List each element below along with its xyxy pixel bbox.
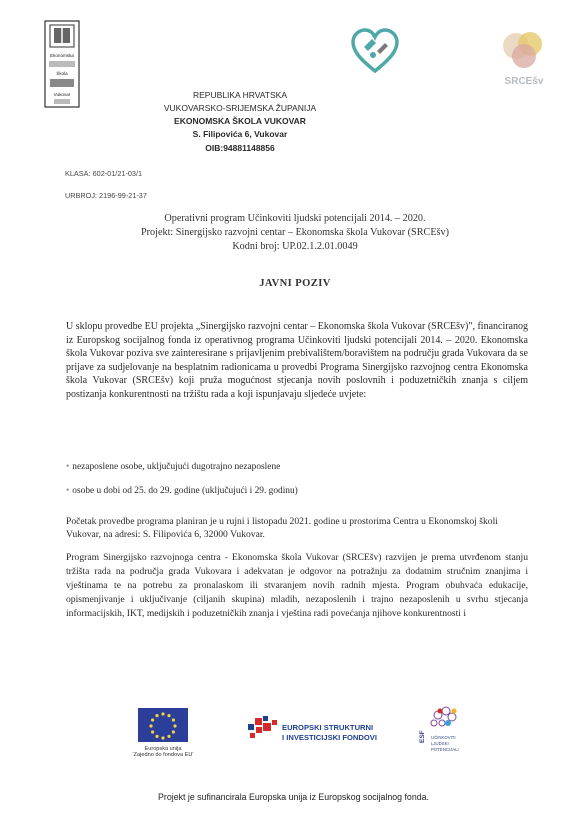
- esif-text-line-1: EUROPSKI STRUKTURNI: [282, 723, 374, 732]
- project-line: Projekt: Sinergijsko razvojni centar – Ekonomska škola Vukovar (SRCEšv): [141, 227, 449, 238]
- start-date-paragraph: Početak provedbe programa planiran je u rujni i listopadu 2021. godine u prostorima Centra u Ekonomskoj školi Vukovar, na adresi: S. Filipovića 6, 32000 Vukovar.: [66, 516, 498, 541]
- funding-note: Projekt je sufinancirala Europska unija iz Europskog socijalnog fonda.: [158, 792, 429, 802]
- intro-paragraph: U sklopu provedbe EU projekta „Sinergijsko razvojni centar – Ekonomska škola Vukovar (SRCEšv)", financiranog iz Europskog socijalnog fonda iz operativnog programa Učinkoviti ljudski potencijali 2014. – 2020. Ekonomska škola Vukovar poziva sve zainteresirane s prijavljenim prebivalištem/boravištem na području grada Vukovara da se prijave za sudjelovanje na besplatnim radionicama u provedbi Programa Sinergijsko razvojnog centra Ekonomska škola Vukovar (SRCEšv) koji pruža mogućnost stjecanja novih poslovnih i poduzetničkih znanja s ciljem postizanja konkurentnosti na tržištu rada a koji ispunjavaju sljedeće uvjete:: [66, 321, 528, 400]
- address-line-county: VUKOVARSKO-SRIJEMSKA ŽUPANIJA: [163, 103, 317, 113]
- esf-text-line-2: LJUDSKI: [431, 741, 449, 746]
- condition-text: nezaposlene osobe, uključujući dugotrajno nezaposlene: [72, 462, 281, 472]
- school-logo: [44, 20, 80, 108]
- condition-item: [66, 486, 298, 496]
- eu-caption-line-2: 'Zajedno do fondova EU': [132, 752, 194, 758]
- eu-caption-line-1: Europska unija: [144, 746, 182, 752]
- esif-logo: [246, 712, 386, 752]
- klasa-number: KLASA: 602-01/21-03/1: [65, 169, 143, 178]
- school-logo-word-1: Ekonomska: [49, 53, 75, 58]
- esif-text-line-2: I INVESTICIJSKI FONDOVI: [282, 733, 377, 742]
- program-description-paragraph: Program Sinergijsko razvojnoga centra - Ekonomska škola Vukovar (SRCEšv) razvijen je prema utvrđenom stanju tržišta rada na područja grada Vukovara i adekvatan je odgovor na potražnju za dodatnim stručnim znanjima i vještinama te na potrebu za pronalaskom ili stvaranjem novih radnih mjesta. Program obuhvaća edukacije, opismenjivanje i uključivanje (ciljanih skupina) mladih, nezaposlenih i trajno nezaposlenih u svrhu stjecanja informacijskih, IKT, medijskih i poduzetničkih znanja i vještina radi povećanja njihove konkurentnosti i: [66, 552, 528, 619]
- eu-caption: [118, 746, 208, 758]
- program-line: Operativni program Učinkoviti ljudski potencijali 2014. – 2020.: [164, 213, 426, 224]
- school-name: EKONOMSKA ŠKOLA VUKOVAR: [174, 116, 306, 126]
- bullet-icon: •: [66, 486, 70, 496]
- eu-flag-logo: [138, 708, 188, 746]
- heart-logo: [350, 27, 400, 75]
- esf-logo: [418, 703, 474, 763]
- school-oib: OIB:94881148856: [205, 143, 275, 153]
- bullet-icon: •: [66, 462, 70, 472]
- school-street: S. Filipovića 6, Vukovar: [192, 129, 288, 139]
- school-logo-word-2: Škola: [56, 71, 68, 76]
- address-line-republic: REPUBLIKA HRVATSKA: [192, 90, 287, 100]
- condition-text: osobe u dobi od 25. do 29. godine (uključujući i 29. godinu): [72, 486, 298, 496]
- srcesv-logo-text: SRCEšv: [504, 76, 544, 87]
- esf-text-line-3: POTENCIJALI: [431, 747, 459, 752]
- srcesv-logo: [500, 28, 548, 90]
- esf-text-line-1: UČINKOVITI: [431, 735, 456, 740]
- urbroj-number: URBROJ: 2196-99-21-37: [65, 191, 147, 200]
- school-logo-word-3: Vukovar: [53, 92, 71, 97]
- document-title: JAVNI POZIV: [259, 278, 331, 289]
- condition-item: [66, 462, 280, 472]
- esf-vertical-text: ESF: [419, 730, 426, 743]
- code-line: Kodni broj: UP.02.1.2.01.0049: [232, 241, 358, 252]
